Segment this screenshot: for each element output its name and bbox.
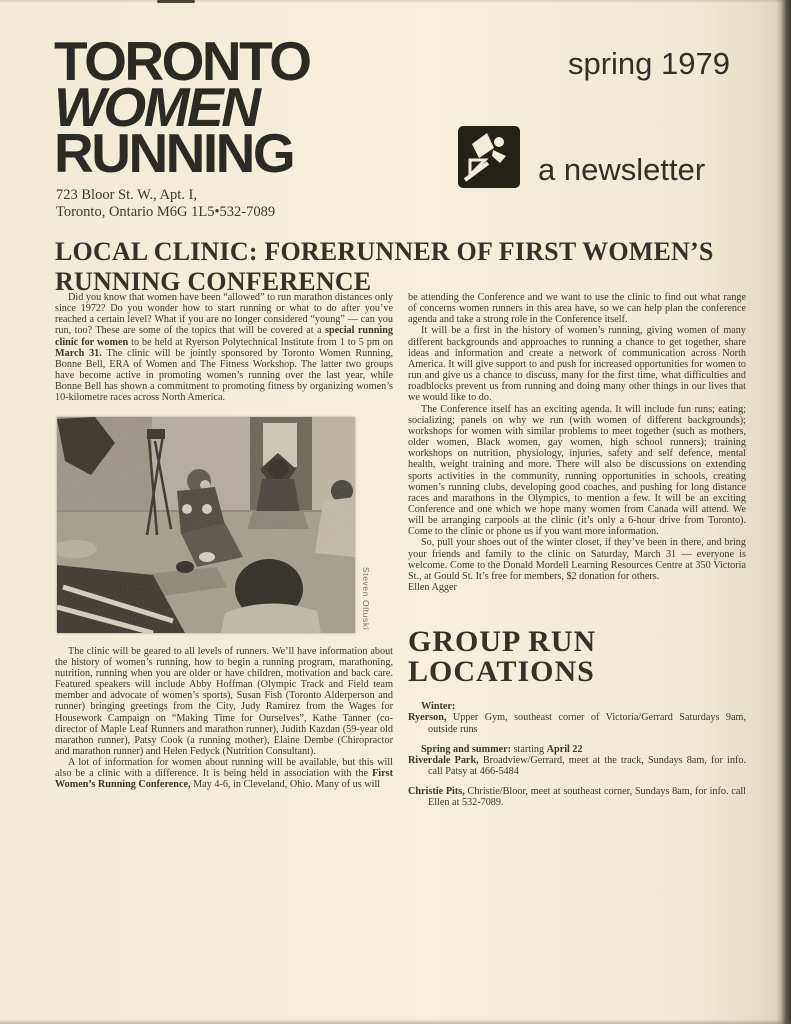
scan-edge-bottom: [0, 1019, 791, 1024]
logo-line-women: WOMEN: [54, 76, 259, 138]
paragraph: So, pull your shoes out of the winter closet, if they’ve been in there, and bring your friends and family to the clinic on Saturday, March 31 — everyone is welcome. Come to the Donald Mordell Learning Resources Centre at 350 Victoria St., at Gould St. It’s free for members, $2 donation for others.: [408, 537, 746, 582]
group-run-entry: Ryerson, Upper Gym, southeast corner of Victoria/Gerrard Saturdays 9am, outside runs: [408, 712, 746, 735]
address-line1: 723 Bloor St. W., Apt. I,: [56, 187, 197, 203]
newsletter-tagline: a newsletter: [538, 152, 706, 187]
group-runs-title: GROUP RUN LOCATIONS: [408, 625, 597, 689]
article-headline: [55, 237, 745, 296]
headline-line2: RUNNING CONFERENCE: [55, 266, 372, 296]
author-byline: Ellen Agger: [408, 582, 457, 594]
issue-date: spring 1979: [567, 46, 730, 81]
masthead-address: [56, 187, 275, 220]
article-right-column: [408, 292, 746, 808]
group-run-entry: Spring and summer: starting April 22: [421, 743, 583, 755]
group-run-entry: Winter:: [421, 701, 456, 713]
paragraph: be attending the Conference and we want to use the clinic to find out what range of concerns women runners in this area have, so we can help plan the conference agenda and take a strong role in the Conference itself.: [408, 292, 746, 326]
headline-line1: LOCAL CLINIC: FORERUNNER OF FIRST WOMEN’S: [55, 237, 714, 266]
clinic-photo: [57, 417, 371, 633]
masthead-logo: [54, 30, 310, 184]
scan-edge-right: [776, 0, 791, 1024]
paragraph: Did you know that women have been “allowed” to run marathon distances only since 1972? Do you wonder how to start running or what to do after you’ve reached a certain level? What if you are no longer considered “young” — can you run, too? These are some of the topics that will be covered at a special running clinic for women to be held at Ryerson Polytechnical Institute from 1 to 5 pm on March 31. The clinic will be jointly sponsored by Toronto Women Running, Bonne Bell, ERA of Women and The Fitness Workshop. The latter two groups have become active in promoting women’s running over the last year, while Bonne Bell has shown a commitment to promoting fitness by organizing women’s 10-kilometre races across North America.: [55, 292, 393, 404]
logo-line-running: RUNNING: [54, 122, 294, 184]
runner-pictogram-icon: [458, 126, 520, 188]
article-left-column: [55, 292, 393, 791]
paragraph: It will be a first in the history of women’s running, giving women of many different backgrounds and approaches to running a chance to get together, share ideas and information and create a network of communication across North America. It will give support to and push for increased opportunities for women to run and give us a chance to discuss, many for the first time, what difficulties and roadblocks prevent us from running and doing many other things in our lives that we would like to do.: [408, 325, 746, 404]
group-run-entry: Riverdale Park, Broadview/Gerrard, meet at the track, Sundays 8am, for info. call Patsy at 466-5484: [408, 754, 746, 777]
paragraph: The Conference itself has an exciting agenda. It will include fun runs; eating; socializing; panels on why we run (with women of different backgrounds); workshops for women with similar problems to meet together (such as mothers, older women, Black women, gay women, high school runners); training workshops on nutrition, physiology, injuries, safety and self defence, mental health, weight training and more. There will also be discussions on extending sports activities in the community, running opportunities in schools, creating women’s running clubs, developing good coaches, and pushing for long distance races and marathons in the Olympics, to mention a few. It will be an exciting Conference and one which we hope many women from Canada will attend. We will be arranging carpools at the clinic (it’s only a 6-hour drive from Toronto). Come to the clinic or phone us if you want more information.: [408, 403, 746, 538]
address-line2: Toronto, Ontario M6G 1L5•532-7089: [56, 203, 276, 220]
scan-edge-top: [0, 0, 791, 3]
paragraph: A lot of information for women about running will be available, but this will also be a clinic with a difference. It is being held in association with the First Women’s Running Conference, May 4-6, in Cleveland, Ohio. Many of us will: [55, 757, 393, 791]
photo-credit: Steven Oltuski: [361, 567, 371, 631]
logo-line-toronto: TORONTO: [54, 30, 310, 92]
group-runs-list: [408, 701, 746, 808]
scan-speck: [157, 0, 195, 3]
group-run-entry: Christie Pits, Christie/Bloor, meet at southeast corner, Sundays 8am, for info. call Ellen at 532-7089.: [408, 786, 747, 809]
paragraph: The clinic will be geared to all levels of runners. We’ll have information about the history of women’s running, how to begin a running program, marathoning, nutrition, running when you are older or have children, motivation and back care. Featured speakers will include Abby Hoffman (Olympic Track and Field team member and advocate of women’s sports), Susan Fish (Toronto Alderperson and runner) bringing greetings from the City, Judy Ramirez from the Wages for Housework Campaign on “Making Time for Ourselves”, Kathe Tanner (co-director of Maple Leaf Runners and marathon runner), Judith Kazdan (59-year old marathon runner), Patsy Cook (a running mother), Elaine Dembe (Chiropractor and marathon runner) and Helen Fedyck (Nutrition Consultant).: [55, 645, 393, 757]
